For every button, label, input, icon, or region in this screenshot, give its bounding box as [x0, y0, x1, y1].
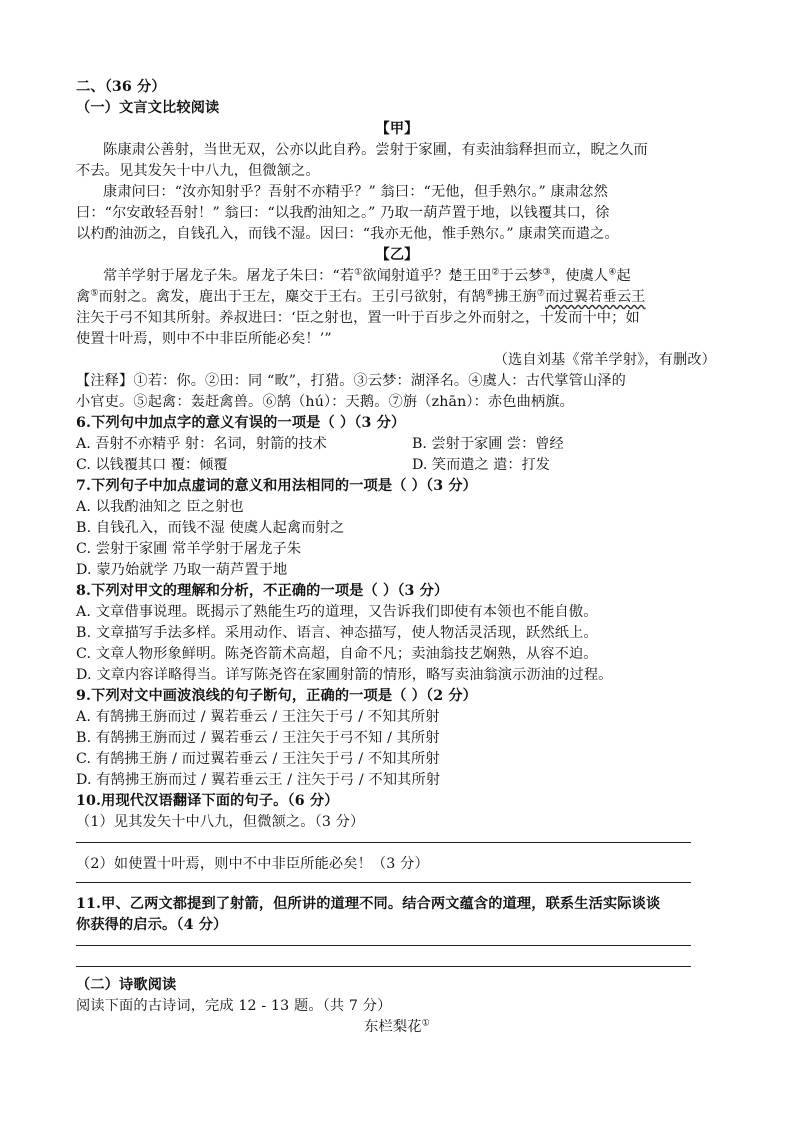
passage-jia-text: 不去。见其发矢十中八九，但微颔之。 — [76, 163, 320, 179]
q6-option-d: D. 笑而遣之 遣：打发 — [412, 457, 550, 473]
footnote-marker: ① — [421, 1018, 430, 1029]
q6-option-c: C. 以钱覆其口 覆：倾覆 — [76, 457, 228, 473]
poetry-instruction: 阅读下面的古诗词，完成 12 - 13 题。（共 7 分） — [76, 998, 392, 1014]
q7-option-a: A. 以我酌油知之 臣之射也 — [76, 499, 244, 515]
q8-option-b: B. 文章描写手法多样。采用动作、语言、神态描写，使人物活灵活现，跃然纸上。 — [76, 625, 598, 641]
answer-line — [76, 945, 691, 946]
annotation-notes: 小官吏。⑤起禽：轰赶禽兽。⑥鹄（hú）：天鹅。⑦旃（zhān）：赤色曲柄旗。 — [76, 394, 574, 410]
passage-jia-text: 曰：“尔安敢轻吾射！” 翁曰：“以我酌油知之。” 乃取一葫芦置于地，以钱覆其口，徐 — [76, 205, 610, 221]
q7-option-c: C. 尝射于家圃 常羊学射于屠龙子朱 — [76, 541, 302, 557]
footnote-marker: ④ — [608, 267, 617, 278]
question-8: 8.下列对甲文的理解和分析，不正确的一项是（ ）（3 分） — [76, 583, 449, 599]
q9-option-d: D. 有鹄拂王旃而过 / 翼若垂云王 / 注矢于弓 / 不知其所射 — [76, 772, 441, 788]
question-7: 7.下列句子中加点虚词的意义和用法相同的一项是（ ）（3 分） — [76, 478, 477, 494]
q8-option-c: C. 文章人物形象鲜明。陈尧咨箭术高超，自命不凡；卖油翁技艺娴熟，从容不迫。 — [76, 646, 598, 662]
q9-option-b: B. 有鹄拂王旃而过 / 翼若垂云 / 王注矢于弓不知 / 其所射 — [76, 730, 440, 746]
section-header: 二、（36 分） — [76, 79, 166, 95]
passage-jia-title: 【甲】 — [375, 121, 419, 137]
question-11: 11.甲、乙两文都提到了射箭，但所讲的道理不同。结合两文蕴含的道理，联系生活实际谈谈 — [76, 896, 661, 912]
answer-line — [76, 966, 691, 967]
q7-option-b: B. 自钱孔入，而钱不湿 使虞人起禽而射之 — [76, 520, 345, 536]
passage-yi-text: 禽⑤而射之。禽发，鹿出于王左，麋交于王右。王引弓欲射，有鹄⑥拂王旃⑦而过翼若垂云王 — [76, 288, 646, 305]
footnote-marker: ② — [491, 267, 500, 278]
wavy-underlined-sentence: 而过翼若垂云王 — [545, 289, 646, 305]
q9-option-c: C. 有鹄拂王旃 / 而过翼若垂云 / 王注矢于弓 / 不知其所射 — [76, 751, 440, 767]
footnote-marker: ⑦ — [536, 288, 546, 299]
passage-yi-text: 常羊学射于屠龙子朱。屠龙子朱曰：“若①欲闻射道乎？楚王田②于云梦③，使虞人④起 — [103, 267, 631, 284]
q10-part-1: （1）见其发矢十中八九，但微颔之。（3 分） — [76, 814, 365, 830]
passage-source: （选自刘基《常羊学射》，有删改） — [493, 352, 716, 368]
q8-option-a: A. 文章借事说理。既揭示了熟能生巧的道理，又告诉我们即使有本领也不能自傲。 — [76, 604, 598, 620]
footnote-marker: ⑤ — [90, 288, 99, 299]
subsection-title-classical: （一）文言文比较阅读 — [76, 100, 220, 116]
q6-option-b: B. 尝射于家圃 尝：曾经 — [412, 436, 564, 452]
q9-option-a: A. 有鹄拂王旃而过 / 翼若垂云 / 王注矢于弓 / 不知其所射 — [76, 709, 440, 725]
passage-jia-text: 陈康肃公善射，当世无双，公亦以此自矜。尝射于家圃，有卖油翁释担而立，睨之久而 — [103, 142, 648, 158]
q6-option-a: A. 吾射不亦精乎 射：名词，射箭的技术 — [76, 436, 327, 452]
footnote-marker: ③ — [542, 267, 551, 278]
answer-line — [76, 842, 691, 843]
question-9: 9.下列对文中画波浪线的句子断句，正确的一项是（ ）（2 分） — [76, 688, 477, 704]
question-10: 10.用现代汉语翻译下面的句子。（6 分） — [76, 793, 339, 809]
q8-option-d: D. 文章内容详略得当。详写陈尧咨在家圃射箭的情形，略写卖油翁演示沥油的过程。 — [76, 667, 613, 683]
annotation-notes: 【注释】①若：你。②田：同 “畋”，打猎。③云梦：湖泽名。④虞人：古代掌管山泽的 — [76, 373, 626, 389]
q10-part-2: （2）如使置十叶焉，则中不中非臣所能必矣！（3 分） — [76, 856, 429, 872]
answer-line — [76, 882, 691, 883]
passage-yi-text: 使置十叶焉，则中不中非臣所能必矣！’” — [76, 331, 332, 347]
footnote-marker: ① — [354, 267, 363, 278]
poem-title: 东栏梨花① — [364, 1018, 430, 1035]
q7-option-d: D. 蒙乃始就学 乃取一葫芦置于地 — [76, 562, 288, 578]
question-11: 你获得的启示。（4 分） — [76, 917, 228, 933]
passage-jia-text: 康肃问曰：“汝亦知射乎？吾射不亦精乎？” 翁曰：“无他，但手熟尔。” 康肃忿然 — [103, 184, 608, 200]
passage-jia-text: 以杓酌油沥之，自钱孔入，而钱不湿。因曰：“我亦无他，惟手熟尔。” 康肃笑而遣之。 — [76, 226, 619, 242]
passage-yi-text: 注矢于弓不知其所射。养叔进曰：‘臣之射也，置一叶于百步之外而射之，十发而十中；如 — [76, 310, 640, 326]
passage-yi-title: 【乙】 — [375, 247, 419, 263]
question-6: 6.下列句中加点字的意义有误的一项是（ ）（3 分） — [76, 415, 406, 431]
footnote-marker: ⑥ — [485, 288, 494, 299]
subsection-title-poetry: （二）诗歌阅读 — [76, 977, 177, 993]
